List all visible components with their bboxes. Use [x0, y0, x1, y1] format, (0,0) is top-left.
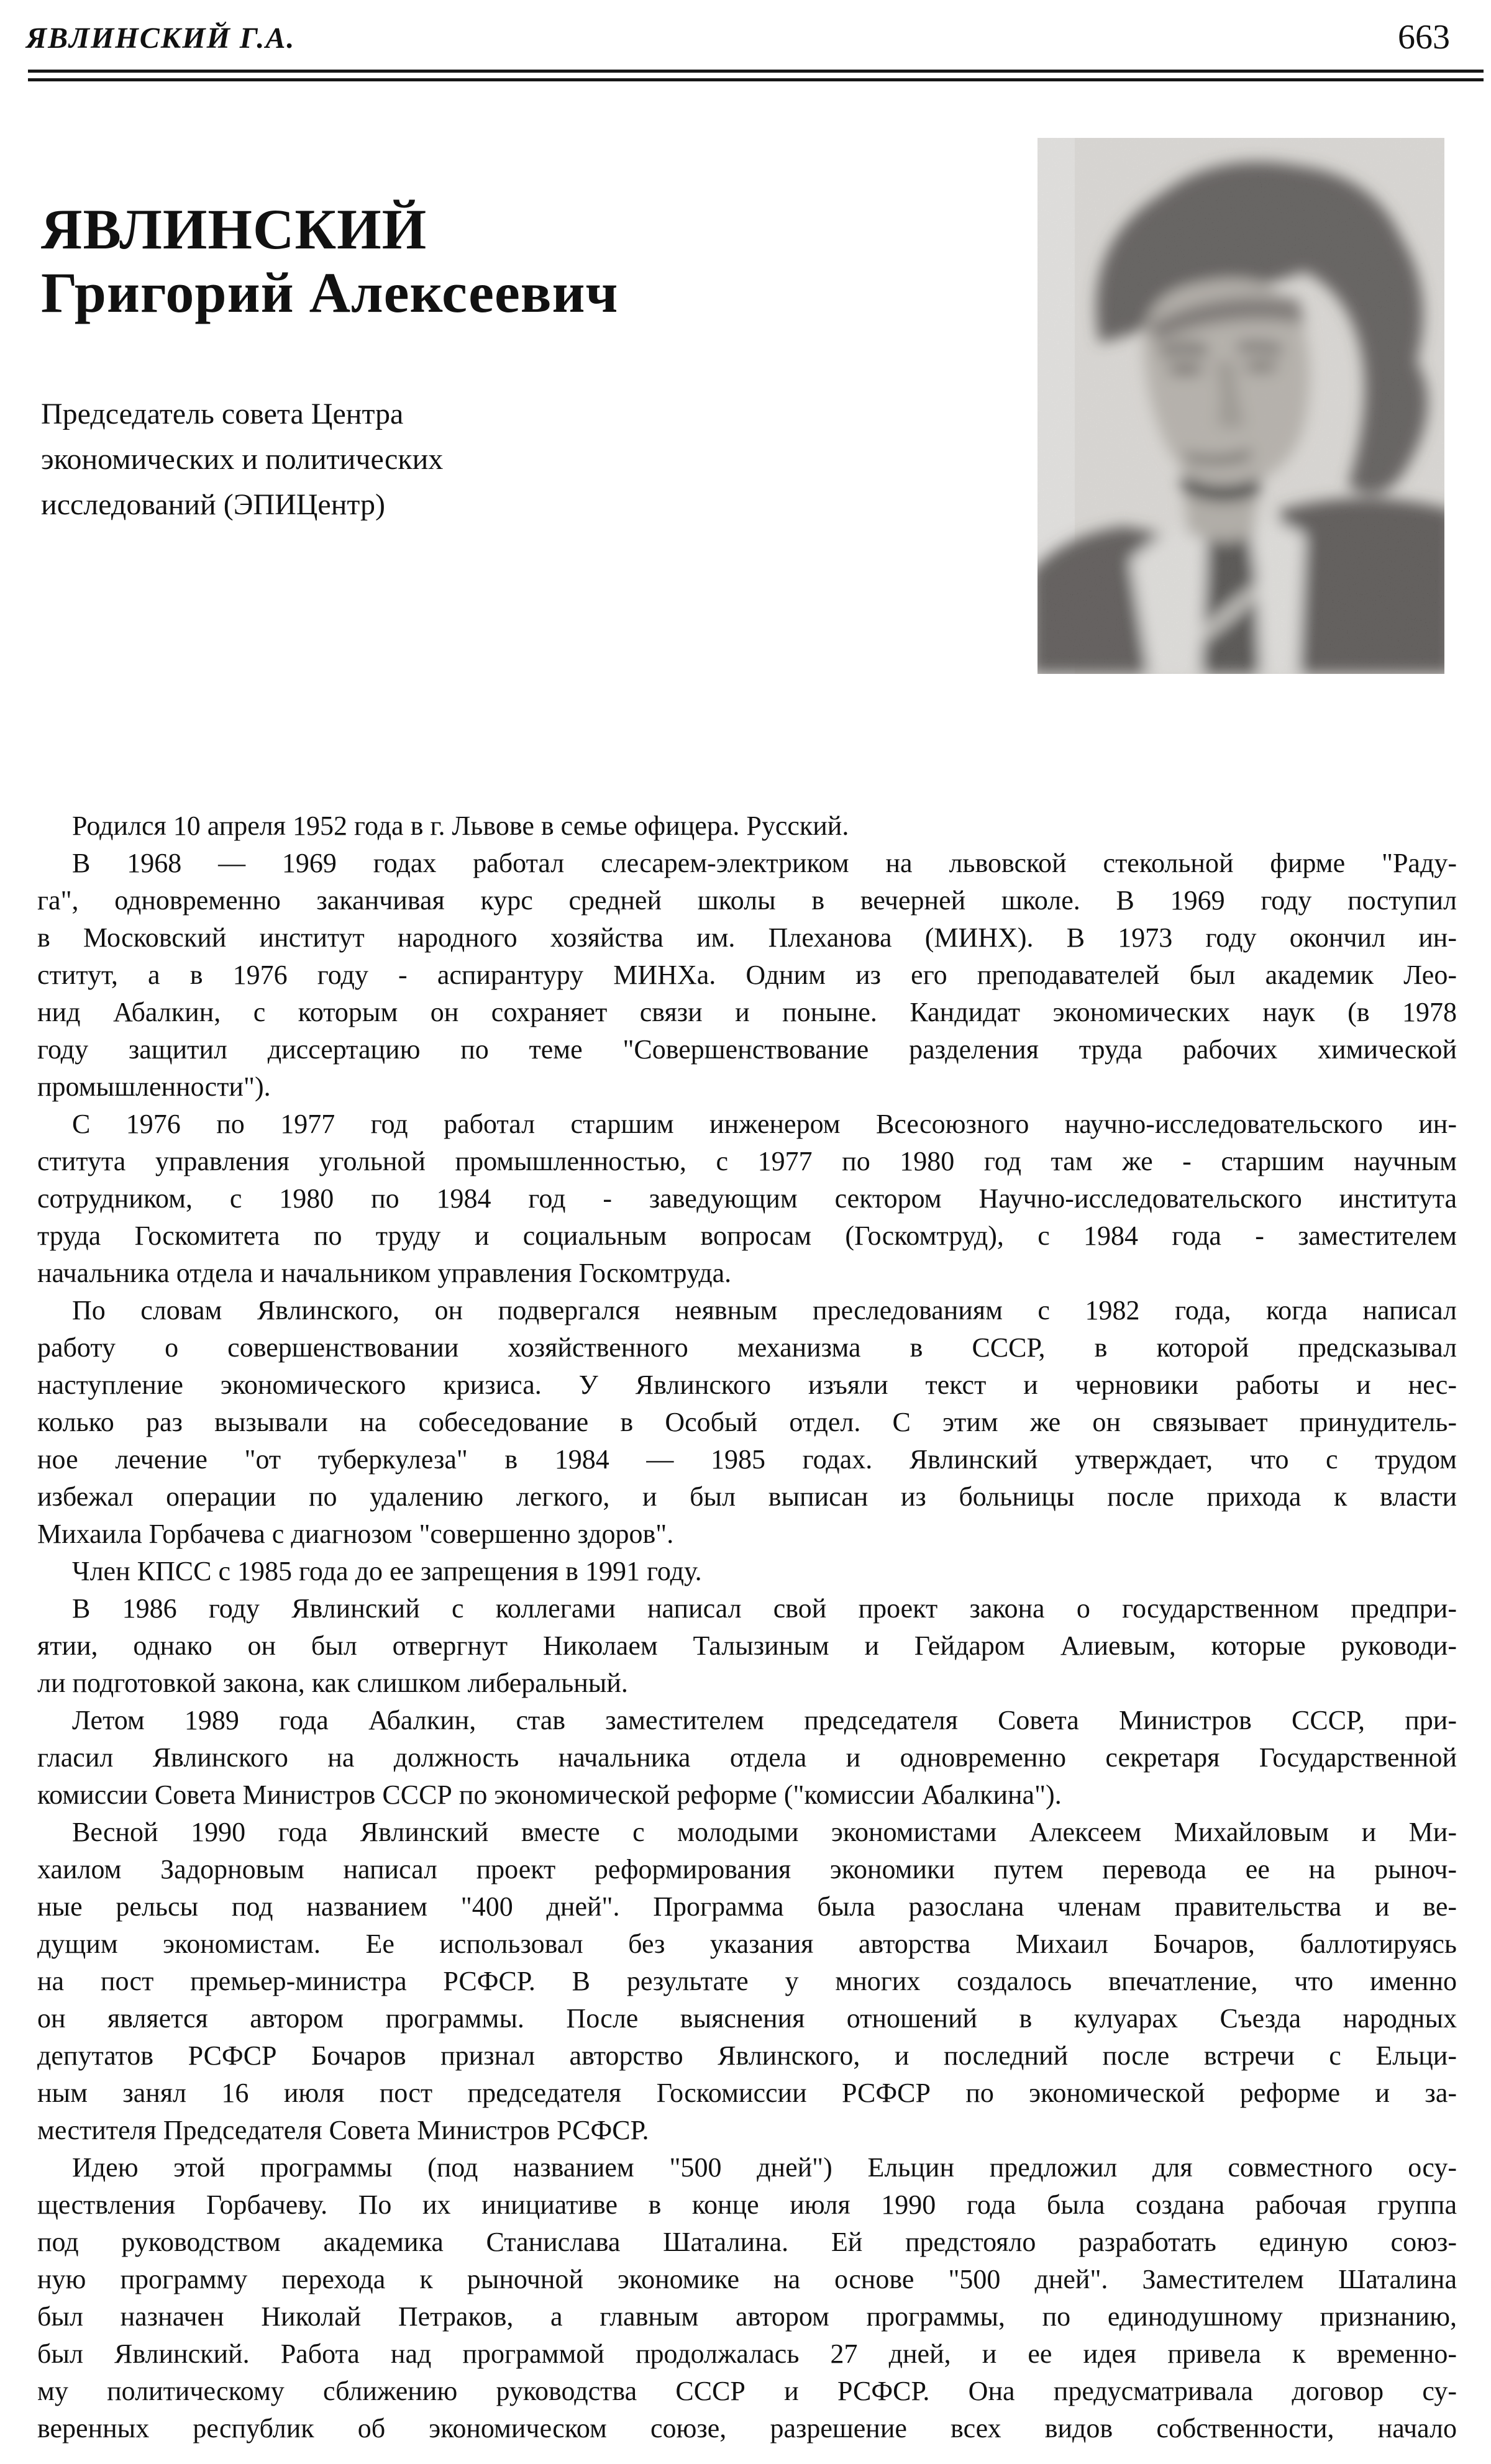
text-line: ститут, а в 1976 году - аспирантуру МИНХа. Одним из его преподавателей был академик Лео-	[37, 960, 1457, 990]
position-subtitle	[41, 391, 443, 527]
text-line: депутатов РСФСР Бочаров признал авторство Явлинского, и последний после встречи с Ельци-	[37, 2040, 1457, 2071]
text-line: гласил Явлинского на должность начальника отдела и одновременно секретаря Государственной	[37, 1742, 1457, 1773]
text-line: начальника отдела и начальником управления Госкомтруда.	[37, 1258, 732, 1288]
text-line: га", одновременно заканчивая курс средней школы в вечерней школе. В 1969 году поступил	[37, 885, 1457, 916]
text-line: Идею этой программы (под названием "500 дней") Ельцин предложил для совместного осу-	[72, 2152, 1457, 2183]
paragraph	[37, 2149, 1457, 2447]
text-line: сотрудником, с 1980 по 1984 год - заведующим сектором Научно-исследовательского института	[37, 1183, 1457, 1214]
text-line: Член КПСС с 1985 года до ее запрещения в 1991 году.	[72, 1556, 702, 1586]
text-line: ные рельсы под названием "400 дней". Программа была разослана членам правительства и ве-	[37, 1891, 1457, 1922]
text-line: В 1986 году Явлинский с коллегами написал свой проект закона о государственном предпри-	[72, 1593, 1457, 1624]
text-line: С 1976 по 1977 год работал старшим инженером Всесоюзного научно-исследовательского ин-	[72, 1109, 1457, 1139]
text-line: ли подготовкой закона, как слишком либеральный.	[37, 1668, 628, 1698]
text-line: промышленности").	[37, 1071, 271, 1102]
text-line: Родился 10 апреля 1952 года в г. Львове в семье офицера. Русский.	[72, 811, 849, 841]
text-line: он является автором программы. После выяснения отношений в кулуарах Съезда народных	[37, 2003, 1457, 2034]
text-line: Весной 1990 года Явлинский вместе с молодыми экономистами Алексеем Михайловым и Ми-	[72, 1817, 1457, 1847]
text-line: ным занял 16 июля пост председателя Госкомиссии РСФСР по экономической реформе и за-	[37, 2078, 1457, 2108]
name-patronymic-heading: Григорий Алексеевич	[41, 261, 619, 324]
biography-text	[37, 807, 1457, 2447]
text-line: труда Госкомитета по труду и социальным вопросам (Госкомтруд), с 1984 года - заместителем	[37, 1221, 1457, 1251]
paragraph	[37, 1292, 1457, 1553]
header-double-rule	[28, 70, 1484, 87]
paragraph	[37, 1553, 1457, 1590]
paragraph	[37, 1702, 1457, 1814]
text-line: на пост премьер-министра РСФСР. В результате у многих создалось впечатление, что именно	[37, 1966, 1457, 1996]
portrait-photo	[1037, 138, 1444, 674]
text-line: веренных республик об экономическом союзе, разрешение всех видов собственности, начало	[37, 2413, 1457, 2444]
text-line: В 1968 — 1969 годах работал слесарем-электриком на львовской стекольной фирме "Раду-	[72, 848, 1457, 878]
text-line: был Явлинский. Работа над программой продолжалась 27 дней, и ее идея привела к временно-	[37, 2339, 1457, 2369]
text-line: дущим экономистам. Ее использовал без указания авторства Михаил Бочаров, баллотируясь	[37, 1929, 1457, 1959]
text-line: ное лечение "от туберкулеза" в 1984 — 1985 годах. Явлинский утверждает, что с трудом	[37, 1444, 1457, 1475]
portrait-photo-graphic	[1037, 138, 1444, 674]
text-line: избежал операции по удалению легкого, и был выписан из больницы после прихода к власти	[37, 1481, 1457, 1512]
rule-line-bottom	[28, 78, 1484, 81]
text-line: нид Абалкин, с которым он сохраняет связи и поныне. Кандидат экономических наук (в 1978	[37, 997, 1457, 1027]
surname-heading: ЯВЛИНСКИЙ	[41, 198, 427, 261]
text-line: местителя Председателя Совета Министров РСФСР.	[37, 2115, 649, 2145]
page-number: 663	[1398, 18, 1450, 57]
text-line: комиссии Совета Министров СССР по экономической реформе ("комиссии Абалкина").	[37, 1780, 1062, 1810]
paragraph	[37, 845, 1457, 1106]
text-line: му политическому сближению руководства СССР и РСФСР. Она предусматривала договор су-	[37, 2376, 1457, 2406]
text-line: наступление экономического кризиса. У Явлинского изъяли текст и черновики работы и нес-	[37, 1370, 1457, 1400]
running-header: ЯВЛИНСКИЙ Г.А.	[26, 22, 296, 55]
text-line: в Московский институт народного хозяйства им. Плеханова (МИНХ). В 1973 году окончил ин-	[37, 922, 1457, 953]
text-line: хаилом Задорновым написал проект реформирования экономики путем перевода ее на рыноч-	[37, 1854, 1457, 1884]
text-line: работу о совершенствовании хозяйственного механизма в СССР, в которой предсказывал	[37, 1332, 1457, 1363]
position-line: исследований (ЭПИЦентр)	[41, 488, 385, 521]
text-line: Летом 1989 года Абалкин, став заместителем председателя Совета Министров СССР, при-	[72, 1705, 1457, 1735]
person-name-heading	[41, 198, 618, 324]
text-line: году защитил диссертацию по теме "Совершенствование разделения труда рабочих химической	[37, 1034, 1457, 1065]
position-line: экономических и политических	[41, 443, 444, 476]
text-line: был назначен Николай Петраков, а главным автором программы, по единодушному признанию,	[37, 2301, 1457, 2332]
text-line: Михаила Горбачева с диагнозом "совершенно здоров".	[37, 1519, 674, 1549]
paragraph	[37, 1590, 1457, 1702]
text-line: ятии, однако он был отвергнут Николаем Талызиным и Гейдаром Алиевым, которые руководи-	[37, 1630, 1457, 1661]
text-line: ществления Горбачеву. По их инициативе в конце июля 1990 года была создана рабочая группа	[37, 2189, 1457, 2220]
text-line: ститута управления угольной промышленностью, с 1977 по 1980 год там же - старшим научным	[37, 1146, 1457, 1176]
rule-line-top	[28, 70, 1484, 73]
text-line: ную программу перехода к рыночной экономике на основе "500 дней". Заместителем Шаталина	[37, 2264, 1457, 2294]
text-line: колько раз вызывали на собеседование в Особый отдел. С этим же он связывает принудитель-	[37, 1407, 1457, 1437]
paragraph	[37, 807, 1457, 845]
text-line: По словам Явлинского, он подвергался неявным преследованиям с 1982 года, когда написал	[72, 1295, 1457, 1325]
position-line: Председатель совета Центра	[41, 398, 404, 430]
text-line: под руководством академика Станислава Шаталина. Ей предстояло разработать единую союз-	[37, 2227, 1457, 2257]
paragraph	[37, 1814, 1457, 2149]
paragraph	[37, 1106, 1457, 1292]
